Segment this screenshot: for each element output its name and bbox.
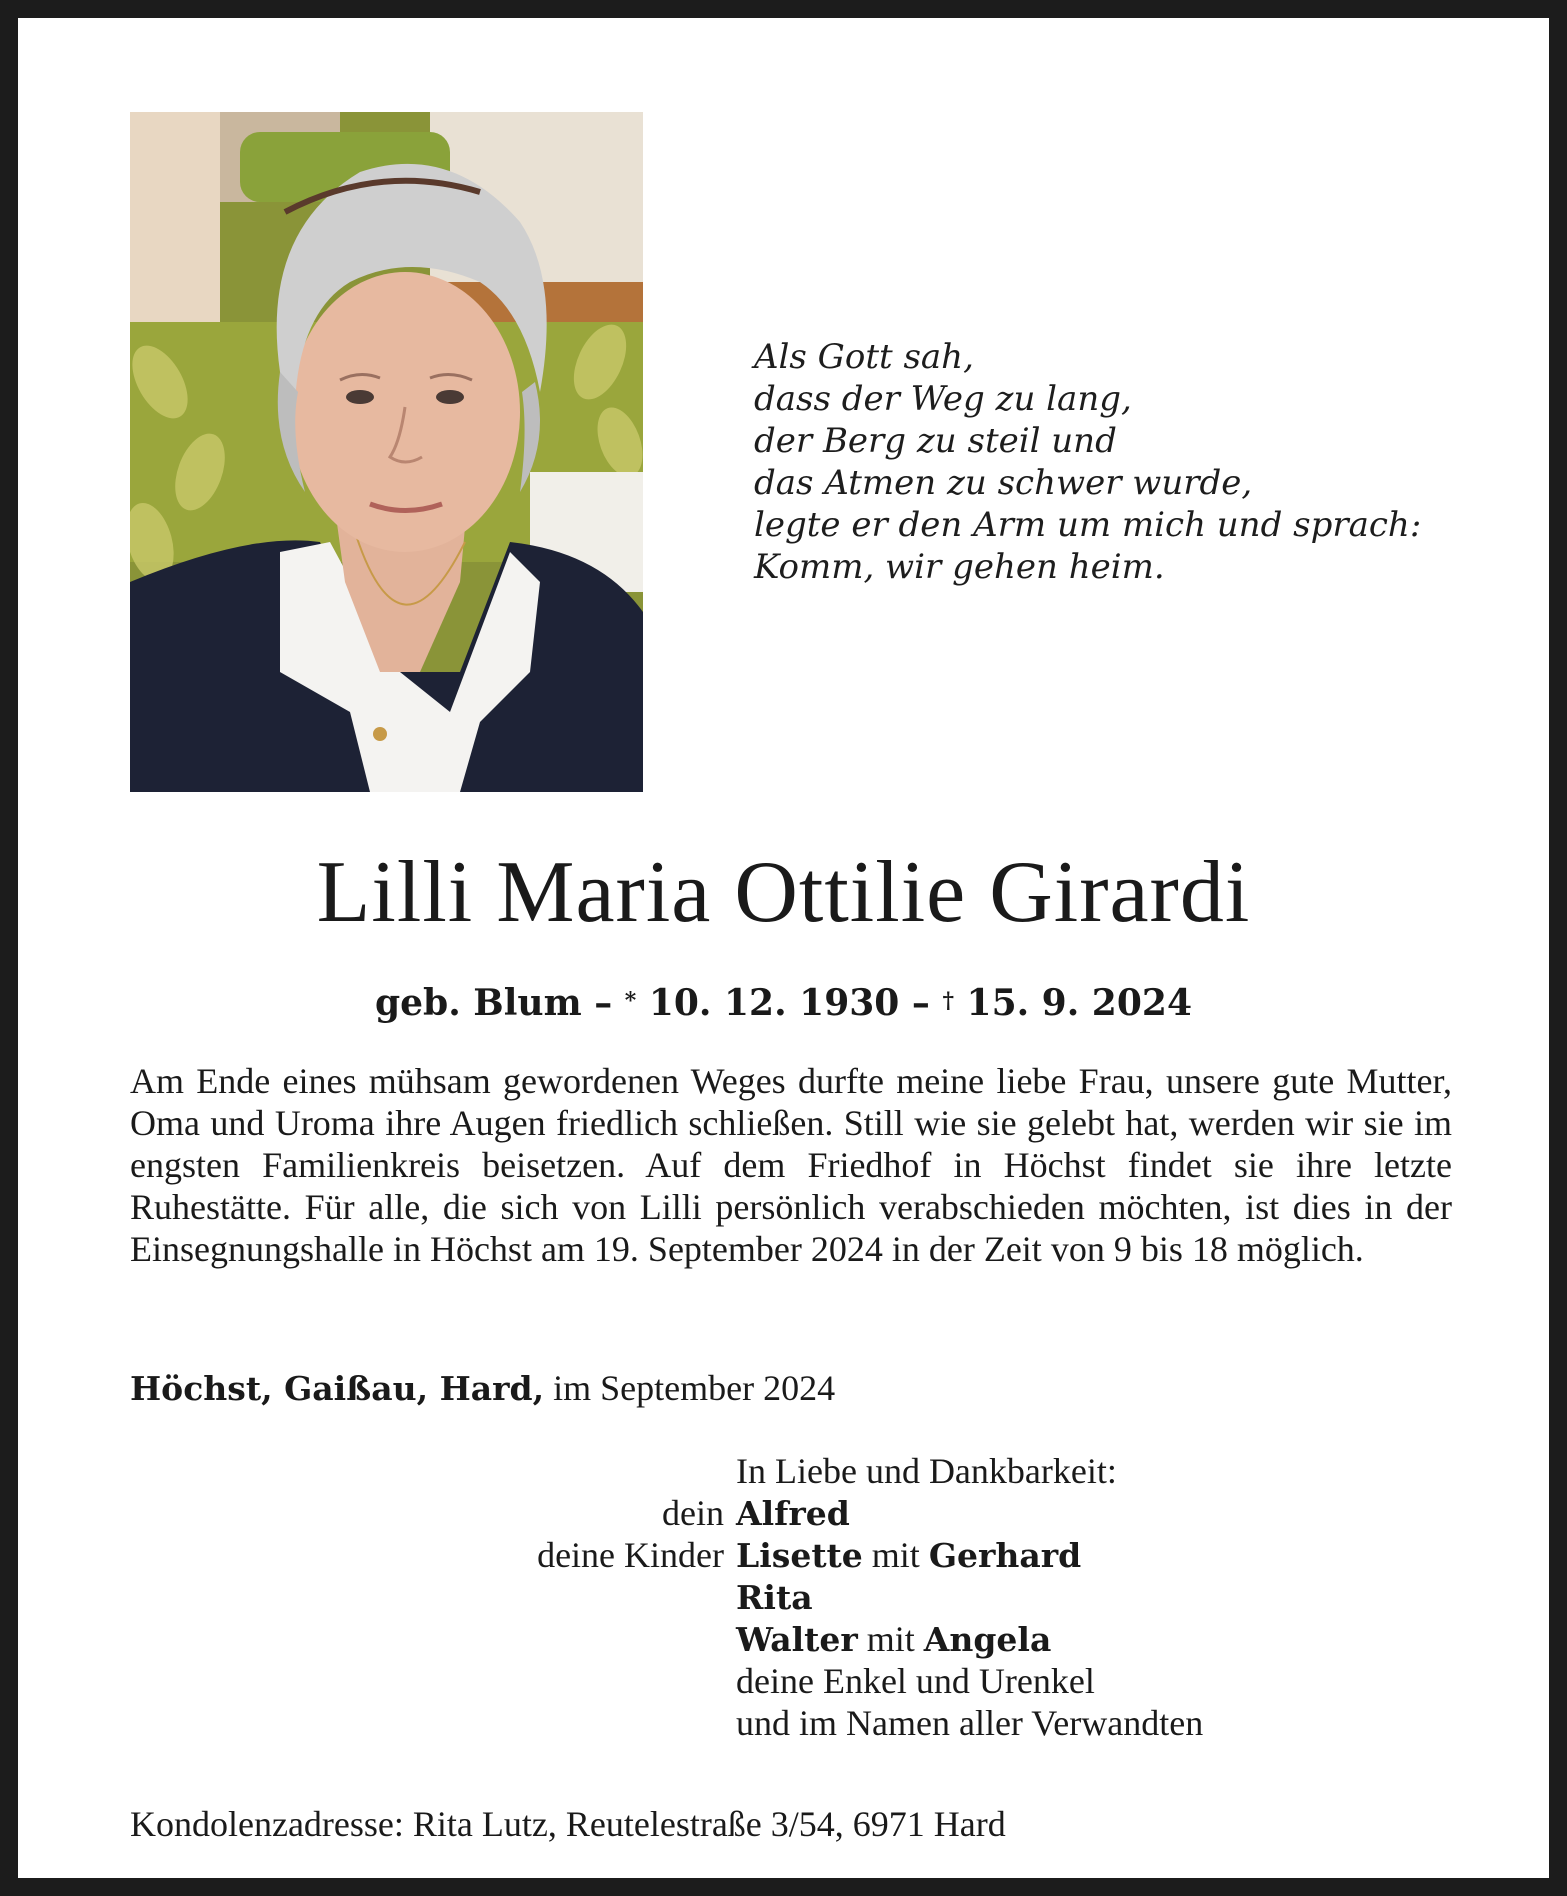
announcement-text: Am Ende eines mühsam gewordenen Weges durfte meine liebe Frau, unsere gute Mutter, Oma und Uroma ihre Augen friedlich schließen. Still wie sie gelebt hat, werden wir sie im engsten Familienkreis beisetzen. Auf dem Friedhof in Höchst findet sie ihre letzte Ruhestätte. Für alle, die sich von Lilli persönlich verabschieden möchten, ist dies in der Einsegnungshalle in Höchst am 19. September 2024 in der Zeit von 9 bis 18 möglich. <box>130 1061 1452 1269</box>
birth-symbol: * <box>624 988 637 1014</box>
poem-line: Als Gott sah, <box>754 337 974 377</box>
poem-line: dass der Weg zu lang, <box>754 379 1132 419</box>
children-label: deine Kinder <box>537 1535 724 1575</box>
poem-line: der Berg zu steil und <box>754 421 1117 461</box>
portrait-photo <box>130 112 643 792</box>
grandchildren-line: deine Enkel und Urenkel <box>736 1661 1095 1701</box>
separator: – <box>911 982 930 1024</box>
with-label: mit <box>866 1619 915 1659</box>
signature-block <box>18 1450 1549 1744</box>
child-name: Lisette <box>736 1536 863 1575</box>
poem-line: legte er den Arm um mich und sprach: <box>754 505 1422 545</box>
birth-name: geb. Blum <box>374 982 582 1024</box>
poem-line: Komm, wir gehen heim. <box>754 547 1165 587</box>
signature-intro: In Liebe und Dankbarkeit: <box>736 1451 1117 1491</box>
child-name: Rita <box>736 1578 813 1617</box>
partner-name: Gerhard <box>928 1536 1082 1575</box>
child-name: Walter <box>736 1620 858 1659</box>
birth-date: 10. 12. 1930 <box>648 982 900 1024</box>
obituary-notice <box>18 18 1549 1878</box>
death-date: 15. 9. 2024 <box>966 982 1192 1024</box>
partner-name: Angela <box>923 1620 1052 1659</box>
life-dates <box>18 981 1549 1025</box>
place-and-date <box>130 1366 835 1411</box>
with-label: mit <box>871 1535 920 1575</box>
place-date: im September 2024 <box>553 1368 836 1408</box>
poem-line: das Atmen zu schwer wurde, <box>754 463 1253 503</box>
death-symbol: † <box>942 988 954 1014</box>
relatives-line: und im Namen aller Verwandten <box>736 1703 1204 1743</box>
dein-label: dein <box>662 1493 724 1533</box>
separator: – <box>594 982 613 1024</box>
husband-name: Alfred <box>736 1494 850 1533</box>
condolence-address: Kondolenzadresse: Rita Lutz, Reutelestraße 3/54, 6971 Hard <box>130 1804 1006 1844</box>
poem <box>754 336 1474 588</box>
deceased-name: Lilli Maria Ottilie Girardi <box>316 844 1251 941</box>
places: Höchst, Gaißau, Hard, <box>130 1369 545 1408</box>
